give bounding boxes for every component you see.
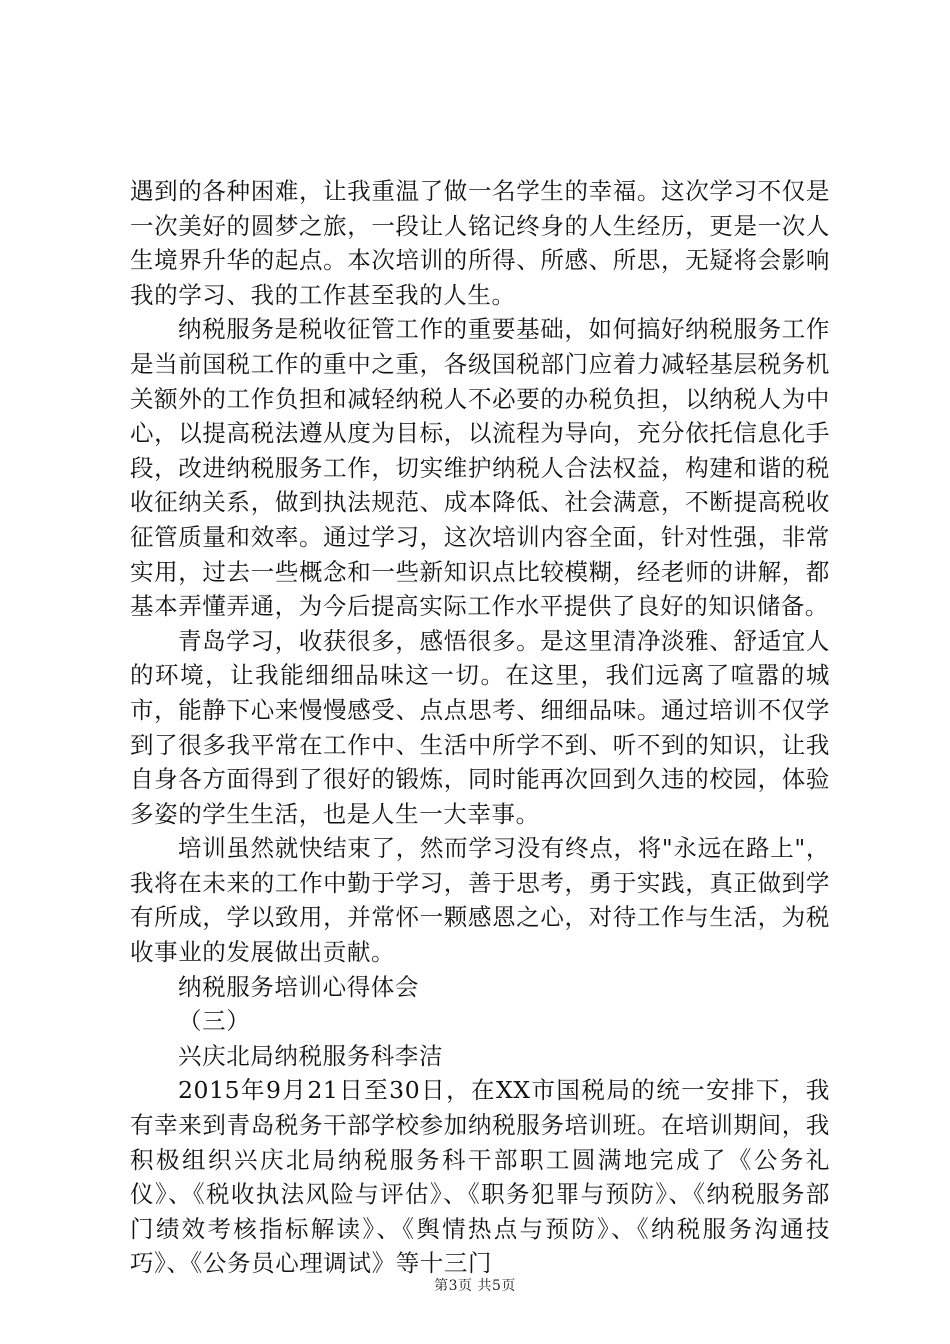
page-number-footer: 第3页 共5页 (434, 1278, 516, 1294)
paragraph-continued: 遇到的各种困难，让我重温了做一名学生的幸福。这次学习不仅是一次美好的圆梦之旅，一段让人铭记终身的人生经历，更是一次人生境界升华的起点。本次培训的所得、所感、所思，无疑将会影响我的学习、我的工作甚至我的人生。 (130, 177, 830, 309)
document-body (130, 174, 830, 1281)
paragraph-training-intro: 2015年9月21日至30日，在XX市国税局的统一安排下，我有幸来到青岛税务干部学校参加纳税服务培训班。在培训期间，我积极组织兴庆北局纳税服务科干部职工圆满地完成了《公务礼仪》、《税收执法风险与评估》、《职务犯罪与预防》、《纳税服务部门绩效考核指标解读》、《舆情热点与预防》、《纳税服务沟通技巧》、《公务员心理调试》等十三门 (130, 1076, 830, 1278)
paragraph-tax-service: 纳税服务是税收征管工作的重要基础，如何搞好纳税服务工作是当前国税工作的重中之重，各级国税部门应着力减轻基层税务机关额外的工作负担和减轻纳税人不必要的办税负担，以纳税人为中心，以提高税法遵从度为目标，以流程为导向，充分依托信息化手段，改进纳税服务工作，切实维护纳税人合法权益，构建和谐的税收征纳关系，做到执法规范、成本降低、社会满意，不断提高税收征管质量和效率。通过学习，这次培训内容全面，针对性强，非常实用，过去一些概念和一些新知识点比较模糊，经老师的讲解，都基本弄懂弄通，为今后提高实际工作水平提供了良好的知识储备。 (130, 315, 830, 621)
paragraph-training-end: 培训虽然就快结束了，然而学习没有终点，将"永远在路上"，我将在未来的工作中勤于学习，善于思考，勇于实践，真正做到学有所成，学以致用，并常怀一颗感恩之心，对待工作与生活，为税收事业的发展做出贡献。 (130, 834, 830, 967)
paragraph-qingdao-study: 青岛学习，收获很多，感悟很多。是这里清净淡雅、舒适宜人的环境，让我能细细品味这一切。在这里，我们远离了喧嚣的城市，能静下心来慢慢感受、点点思考、细细品味。通过培训不仅学到了很多我平常在工作中、生活中所学不到、听不到的知识，让我自身各方面得到了很好的锻炼，同时能再次回到久违的校园，体验多姿的学生生活，也是人生一大幸事。 (130, 626, 830, 828)
author-line: 兴庆北局纳税服务科李洁 (178, 1041, 444, 1070)
section-title: 纳税服务培训心得体会 (178, 972, 419, 1001)
section-number: （三） (178, 1007, 251, 1036)
